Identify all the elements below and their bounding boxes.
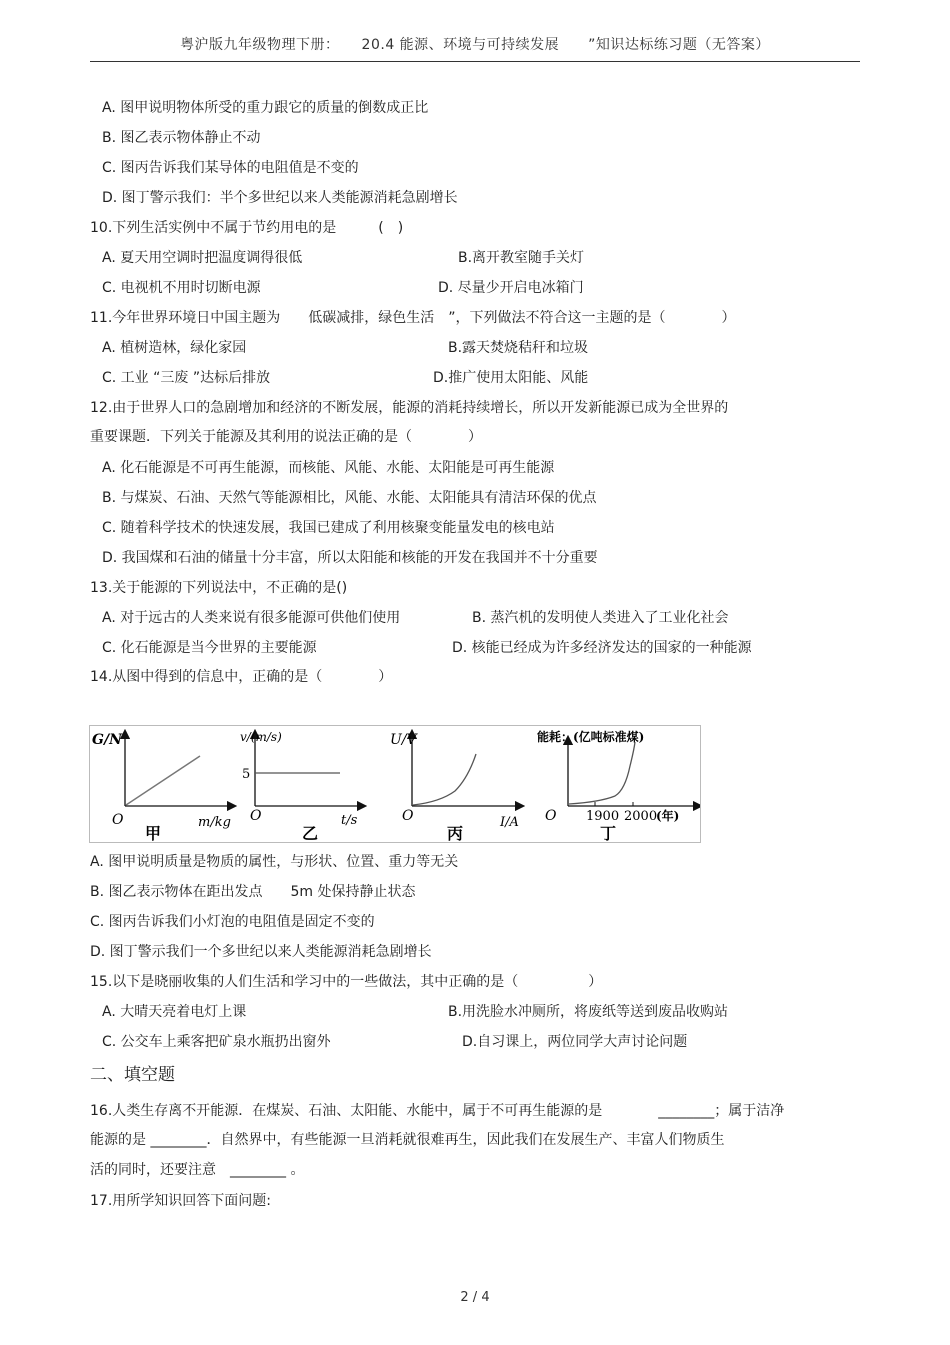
jia-y-label: G/N xyxy=(92,732,122,748)
q15-option-b: B.用洗脸水冲厕所，将废纸等送到废品收购站 xyxy=(448,1004,729,1020)
q15-option-d: D.自习课上，两位同学大声讨论问题 xyxy=(462,1034,688,1050)
q14-option-d: D. 图丁警示我们一个多世纪以来人类能源消耗急剧增长 xyxy=(90,944,432,960)
q12-stem-line2: 重要课题．下列关于能源及其利用的说法正确的是（ ） xyxy=(90,429,482,445)
q11-option-a: A. 植树造林，绿化家园 xyxy=(102,340,247,356)
bing-caption: 丙 xyxy=(447,824,464,842)
q14-option-a: A. 图甲说明质量是物质的属性，与形状、位置、重力等无关 xyxy=(90,854,459,870)
q10-stem: 10.下列生活实例中不属于节约用电的是 ( ) xyxy=(90,220,404,236)
q15-option-a: A. 大晴天亮着电灯上课 xyxy=(102,1004,247,1020)
q16-line2: 能源的是 ________．自然界中，有些能源一旦消耗就很难再生，因此我们在发展生产、丰富人们物质生 xyxy=(90,1132,725,1148)
jia-x-label: m/kg xyxy=(198,815,231,830)
bing-curve xyxy=(413,754,476,805)
q9-option-d: D. 图丁警示我们：半个多世纪以来人类能源消耗急剧增长 xyxy=(102,190,458,206)
q10-option-b: B.离开教室随手关灯 xyxy=(458,250,585,266)
q17-stem: 17.用所学知识回答下面问题: xyxy=(90,1193,271,1209)
jia-caption: 甲 xyxy=(145,824,162,842)
yi-tick-5: 5 xyxy=(242,767,251,782)
q13-stem: 13.关于能源的下列说法中，不正确的是() xyxy=(90,580,348,596)
graph-jia xyxy=(92,732,232,842)
ding-origin: O xyxy=(545,808,557,824)
q12-option-d: D. 我国煤和石油的储量十分丰富，所以太阳能和核能的开发在我国并不十分重要 xyxy=(102,550,598,566)
q11-option-b: B.露天焚烧秸秆和垃圾 xyxy=(448,340,589,356)
page-header: 粤沪版九年级物理下册： 20.4 能源、环境与可持续发展 ”知识达标练习题（无答案） xyxy=(180,37,770,53)
q10-option-d: D. 尽量少开启电冰箱门 xyxy=(438,280,584,296)
yi-origin: O xyxy=(250,808,262,824)
header-divider xyxy=(90,61,860,62)
q16-line1: 16.人类生存离不开能源．在煤炭、石油、太阳能、水能中，属于不可再生能源的是 ________；属于洁净 xyxy=(90,1103,785,1119)
q14-figure xyxy=(89,725,701,843)
q9-option-c: C. 图丙告诉我们某导体的电阻值是不变的 xyxy=(102,160,359,176)
section-fill-in: 二、填空题 xyxy=(90,1065,175,1085)
jia-line xyxy=(126,756,200,805)
q16-line3: 活的同时，还要注意 ________ 。 xyxy=(90,1162,305,1178)
page-number: 2 / 4 xyxy=(460,1290,490,1305)
ding-y-label: 能耗：(亿吨标准煤) xyxy=(537,730,645,744)
q10-option-c: C. 电视机不用时切断电源 xyxy=(102,280,261,296)
q12-stem-line1: 12.由于世界人口的急剧增加和经济的不断发展，能源的消耗持续增长，所以开发新能源已成为全世界的 xyxy=(90,400,729,416)
q9-option-a: A. 图甲说明物体所受的重力跟它的质量的倒数成正比 xyxy=(102,100,429,116)
bing-x-label: I/A xyxy=(500,815,519,830)
q13-option-d: D. 核能已经成为许多经济发达的国家的一种能源 xyxy=(452,640,752,656)
q14-option-c: C. 图丙告诉我们小灯泡的电阻值是固定不变的 xyxy=(90,914,375,930)
q11-stem: 11.今年世界环境日中国主题为 低碳减排，绿色生活 ”，下列做法不符合这一主题的是（ ） xyxy=(90,310,736,326)
q13-option-c: C. 化石能源是当今世界的主要能源 xyxy=(102,640,317,656)
ding-caption: 丁 xyxy=(600,824,617,842)
q11-option-d: D.推广使用太阳能、风能 xyxy=(433,370,589,386)
q14-option-b: B. 图乙表示物体在距出发点 5m 处保持静止状态 xyxy=(90,884,416,900)
graph-bing xyxy=(390,732,520,842)
bing-y-label: U/V xyxy=(390,732,417,748)
q11-option-c: C. 工业 “三废 ”达标后排放 xyxy=(102,370,271,386)
yi-x-label: t/s xyxy=(341,813,358,828)
bing-origin: O xyxy=(402,808,414,824)
ding-x-label: (年) xyxy=(656,809,680,823)
ding-curve xyxy=(569,742,635,804)
q10-option-a: A. 夏天用空调时把温度调得很低 xyxy=(102,250,303,266)
graph-yi xyxy=(240,730,362,842)
yi-caption: 乙 xyxy=(302,824,319,842)
ding-tick-1900: 1900 xyxy=(586,809,620,824)
graph-ding xyxy=(537,729,698,842)
q14-graphs xyxy=(90,726,700,842)
ding-tick-2000: 2000 xyxy=(624,809,658,824)
jia-origin: O xyxy=(112,812,124,828)
q12-option-c: C. 随着科学技术的快速发展，我国已建成了利用核聚变能量发电的核电站 xyxy=(102,520,555,536)
yi-y-label: v/(m/s) xyxy=(240,730,282,744)
q14-stem: 14.从图中得到的信息中，正确的是（ ） xyxy=(90,669,393,685)
q15-option-c: C. 公交车上乘客把矿泉水瓶扔出窗外 xyxy=(102,1034,331,1050)
q12-option-a: A. 化石能源是不可再生能源，而核能、风能、水能、太阳能是可再生能源 xyxy=(102,460,555,476)
q15-stem: 15.以下是晓丽收集的人们生活和学习中的一些做法，其中正确的是（ ） xyxy=(90,974,603,990)
q9-option-b: B. 图乙表示物体静止不动 xyxy=(102,130,261,146)
q13-option-b: B. 蒸汽机的发明使人类进入了工业化社会 xyxy=(472,610,729,626)
q12-option-b: B. 与煤炭、石油、天然气等能源相比，风能、水能、太阳能具有清洁环保的优点 xyxy=(102,490,597,506)
q13-option-a: A. 对于远古的人类来说有很多能源可供他们使用 xyxy=(102,610,401,626)
